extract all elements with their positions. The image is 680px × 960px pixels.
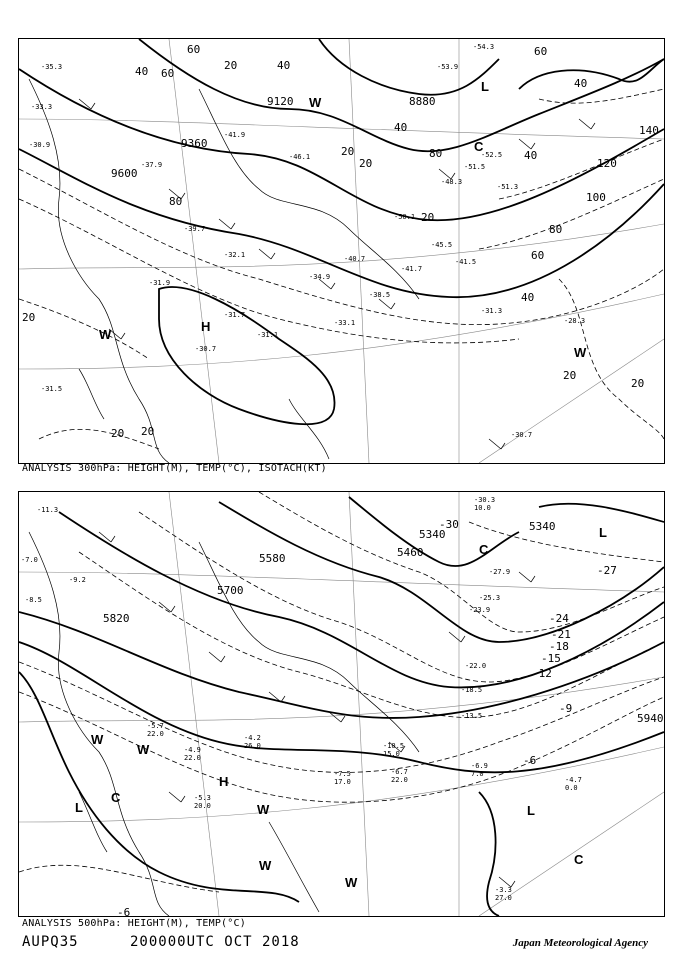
temp-label: -31.5 — [41, 385, 63, 393]
station-value: -4.2 — [244, 734, 261, 742]
isotach-label: 20 — [631, 377, 645, 390]
height-label: 9360 — [181, 137, 208, 150]
isotach-label: 40 — [524, 149, 538, 162]
isotach-label: 20 — [421, 211, 435, 224]
station-value: -6.9 — [471, 762, 488, 770]
isotach-label: 40 — [521, 291, 535, 304]
isotherm-label: -21 — [551, 628, 571, 641]
isotach-label: 20 — [141, 425, 155, 438]
symbol-w: W — [137, 742, 150, 757]
symbol-w: W — [91, 732, 104, 747]
symbol-cold: C — [111, 790, 121, 805]
station-value: -30.3 — [474, 496, 496, 504]
temp-label: -48.3 — [441, 178, 463, 186]
temp-label: -41.9 — [224, 131, 246, 139]
height-label: 5460 — [397, 546, 424, 559]
caption-500hpa: ANALYSIS 500hPa: HEIGHT(M), TEMP(°C) — [22, 918, 246, 929]
station-value: -11.3 — [37, 506, 59, 514]
station-value: -4.7 — [565, 776, 582, 784]
station-value: -22.0 — [465, 662, 487, 670]
height-label: 5940 — [637, 712, 664, 725]
temp-label: -37.9 — [141, 161, 163, 169]
symbol-low: L — [481, 79, 489, 94]
temp-label: -41.5 — [455, 258, 477, 266]
station-value: 7.0 — [471, 770, 484, 778]
isotherm-label: -9 — [559, 702, 573, 715]
map-300hpa-svg — [19, 39, 664, 463]
station-value: -18.5 — [461, 686, 483, 694]
isotach-label: 40 — [574, 77, 588, 90]
isotach-label: 60 — [531, 249, 545, 262]
temp-label: -45.5 — [431, 241, 453, 249]
symbol-w: W — [574, 345, 587, 360]
height-label: 9120 — [267, 95, 294, 108]
isotherm-label: -30 — [439, 518, 459, 531]
symbol-cold: C — [574, 852, 584, 867]
height-label: 9600 — [111, 167, 138, 180]
isotherm-label: -12 — [532, 667, 552, 680]
station-value: 15.0 — [383, 750, 400, 758]
height-label: 5340 — [529, 520, 556, 533]
temp-label: -31.1 — [257, 331, 279, 339]
temperature-labels — [29, 43, 588, 439]
station-value: -9.2 — [69, 576, 86, 584]
height-label: 5340 — [419, 528, 446, 541]
station-value: -5.3 — [194, 794, 211, 802]
station-value: 0.0 — [565, 784, 578, 792]
temp-label: -31.9 — [149, 279, 171, 287]
system-symbols — [75, 525, 607, 890]
isotherm-label: -6 — [117, 906, 131, 916]
station-value: 26.0 — [244, 742, 261, 750]
symbol-low: L — [527, 803, 535, 818]
station-value: 17.0 — [334, 778, 351, 786]
temp-label: -28.3 — [564, 317, 586, 325]
temp-label: -30.9 — [29, 141, 51, 149]
symbol-w: W — [259, 858, 272, 873]
temp-label: -53.9 — [437, 63, 459, 71]
symbol-w: W — [345, 875, 358, 890]
temp-label: -51.5 — [464, 163, 486, 171]
isotherm-label: -15 — [541, 652, 561, 665]
station-values — [21, 496, 582, 902]
temp-label: -41.7 — [401, 265, 423, 273]
temp-label: -33.3 — [31, 103, 53, 111]
isotach-label: 40 — [135, 65, 149, 78]
isotach-label: 20 — [341, 145, 355, 158]
station-value: 22.0 — [184, 754, 201, 762]
symbol-low: L — [75, 800, 83, 815]
station-value: -27.9 — [489, 568, 511, 576]
station-value: 22.0 — [147, 730, 164, 738]
temp-label: -32.1 — [224, 251, 246, 259]
station-value: 22.0 — [391, 776, 408, 784]
height-contours — [19, 39, 664, 424]
isotach-label: 40 — [394, 121, 408, 134]
symbol-w: W — [309, 95, 322, 110]
temp-label: -38.5 — [369, 291, 391, 299]
temp-label: -30.7 — [195, 345, 217, 353]
isotherms — [19, 492, 664, 892]
temp-label: -39.7 — [184, 225, 206, 233]
temp-label: -46.1 — [289, 153, 311, 161]
temp-label: -54.3 — [473, 43, 495, 51]
isotherm-label: -24 — [549, 612, 569, 625]
isotherm-label: -18 — [549, 640, 569, 653]
temp-label: -35.3 — [41, 63, 63, 71]
isotach-label: 40 — [277, 59, 291, 72]
temp-label: -51.3 — [497, 183, 519, 191]
station-value: -7.0 — [21, 556, 38, 564]
symbol-high: H — [219, 774, 229, 789]
temp-label: -33.1 — [334, 319, 356, 327]
symbol-high: H — [201, 319, 211, 334]
isotach-label: 80 — [549, 223, 563, 236]
height-label: 5700 — [217, 584, 244, 597]
agency-name: Japan Meteorological Agency — [512, 937, 648, 949]
temp-label: -34.9 — [309, 273, 331, 281]
isotach-label: 80 — [429, 147, 443, 160]
temp-label: -30.7 — [511, 431, 533, 439]
station-value: -6.7 — [391, 768, 408, 776]
station-value: -13.5 — [461, 712, 483, 720]
station-value: -8.5 — [25, 596, 42, 604]
isotach-label: 20 — [563, 369, 577, 382]
isotach-label: 100 — [586, 191, 606, 204]
isotach-label: 20 — [359, 157, 373, 170]
station-value: -7.5 — [334, 770, 351, 778]
height-label: 5580 — [259, 552, 286, 565]
station-value: -5.7 — [147, 722, 164, 730]
symbol-w: W — [257, 802, 270, 817]
station-value: 20.0 — [194, 802, 211, 810]
isotach-label: 60 — [534, 45, 548, 58]
isotach-label: 120 — [597, 157, 617, 170]
isotach-label: 20 — [224, 59, 238, 72]
temp-label: -31.7 — [224, 311, 246, 319]
station-value: -25.3 — [479, 594, 501, 602]
height-label: 5820 — [103, 612, 130, 625]
symbol-w: W — [99, 327, 112, 342]
height-label: 8880 — [409, 95, 436, 108]
symbol-cold: C — [479, 542, 489, 557]
temp-label: -52.5 — [481, 151, 503, 159]
isotherm-label: -27 — [597, 564, 617, 577]
symbol-cold: C — [474, 139, 484, 154]
isotach-label: 140 — [639, 124, 659, 137]
isotach-label: 20 — [22, 311, 36, 324]
temp-label: -31.3 — [481, 307, 503, 315]
isotach-label: 60 — [187, 43, 201, 56]
isotach-label: 80 — [169, 195, 183, 208]
map-300hpa — [18, 38, 665, 464]
chart-code: AUPQ35 — [22, 934, 79, 950]
caption-300hpa: ANALYSIS 300hPa: HEIGHT(M), TEMP(°C), ISOTACH(KT) — [22, 463, 327, 474]
isotach-label: 20 — [111, 427, 125, 440]
map-500hpa — [18, 491, 665, 917]
temp-label: -40.7 — [344, 255, 366, 263]
isotherm-label: -6 — [523, 754, 537, 767]
station-value: -4.9 — [184, 746, 201, 754]
wind-barbs — [79, 99, 595, 449]
temp-label: -50.1 — [394, 213, 416, 221]
analysis-time: 200000UTC OCT 2018 — [130, 934, 300, 950]
station-value: 10.0 — [474, 504, 491, 512]
station-value: -3.3 — [495, 886, 512, 894]
map-500hpa-svg — [19, 492, 664, 916]
station-value: 27.0 — [495, 894, 512, 902]
isotach-label: 60 — [161, 67, 175, 80]
station-value: -10.5 — [383, 742, 405, 750]
symbol-low: L — [599, 525, 607, 540]
station-value: -23.9 — [469, 606, 491, 614]
